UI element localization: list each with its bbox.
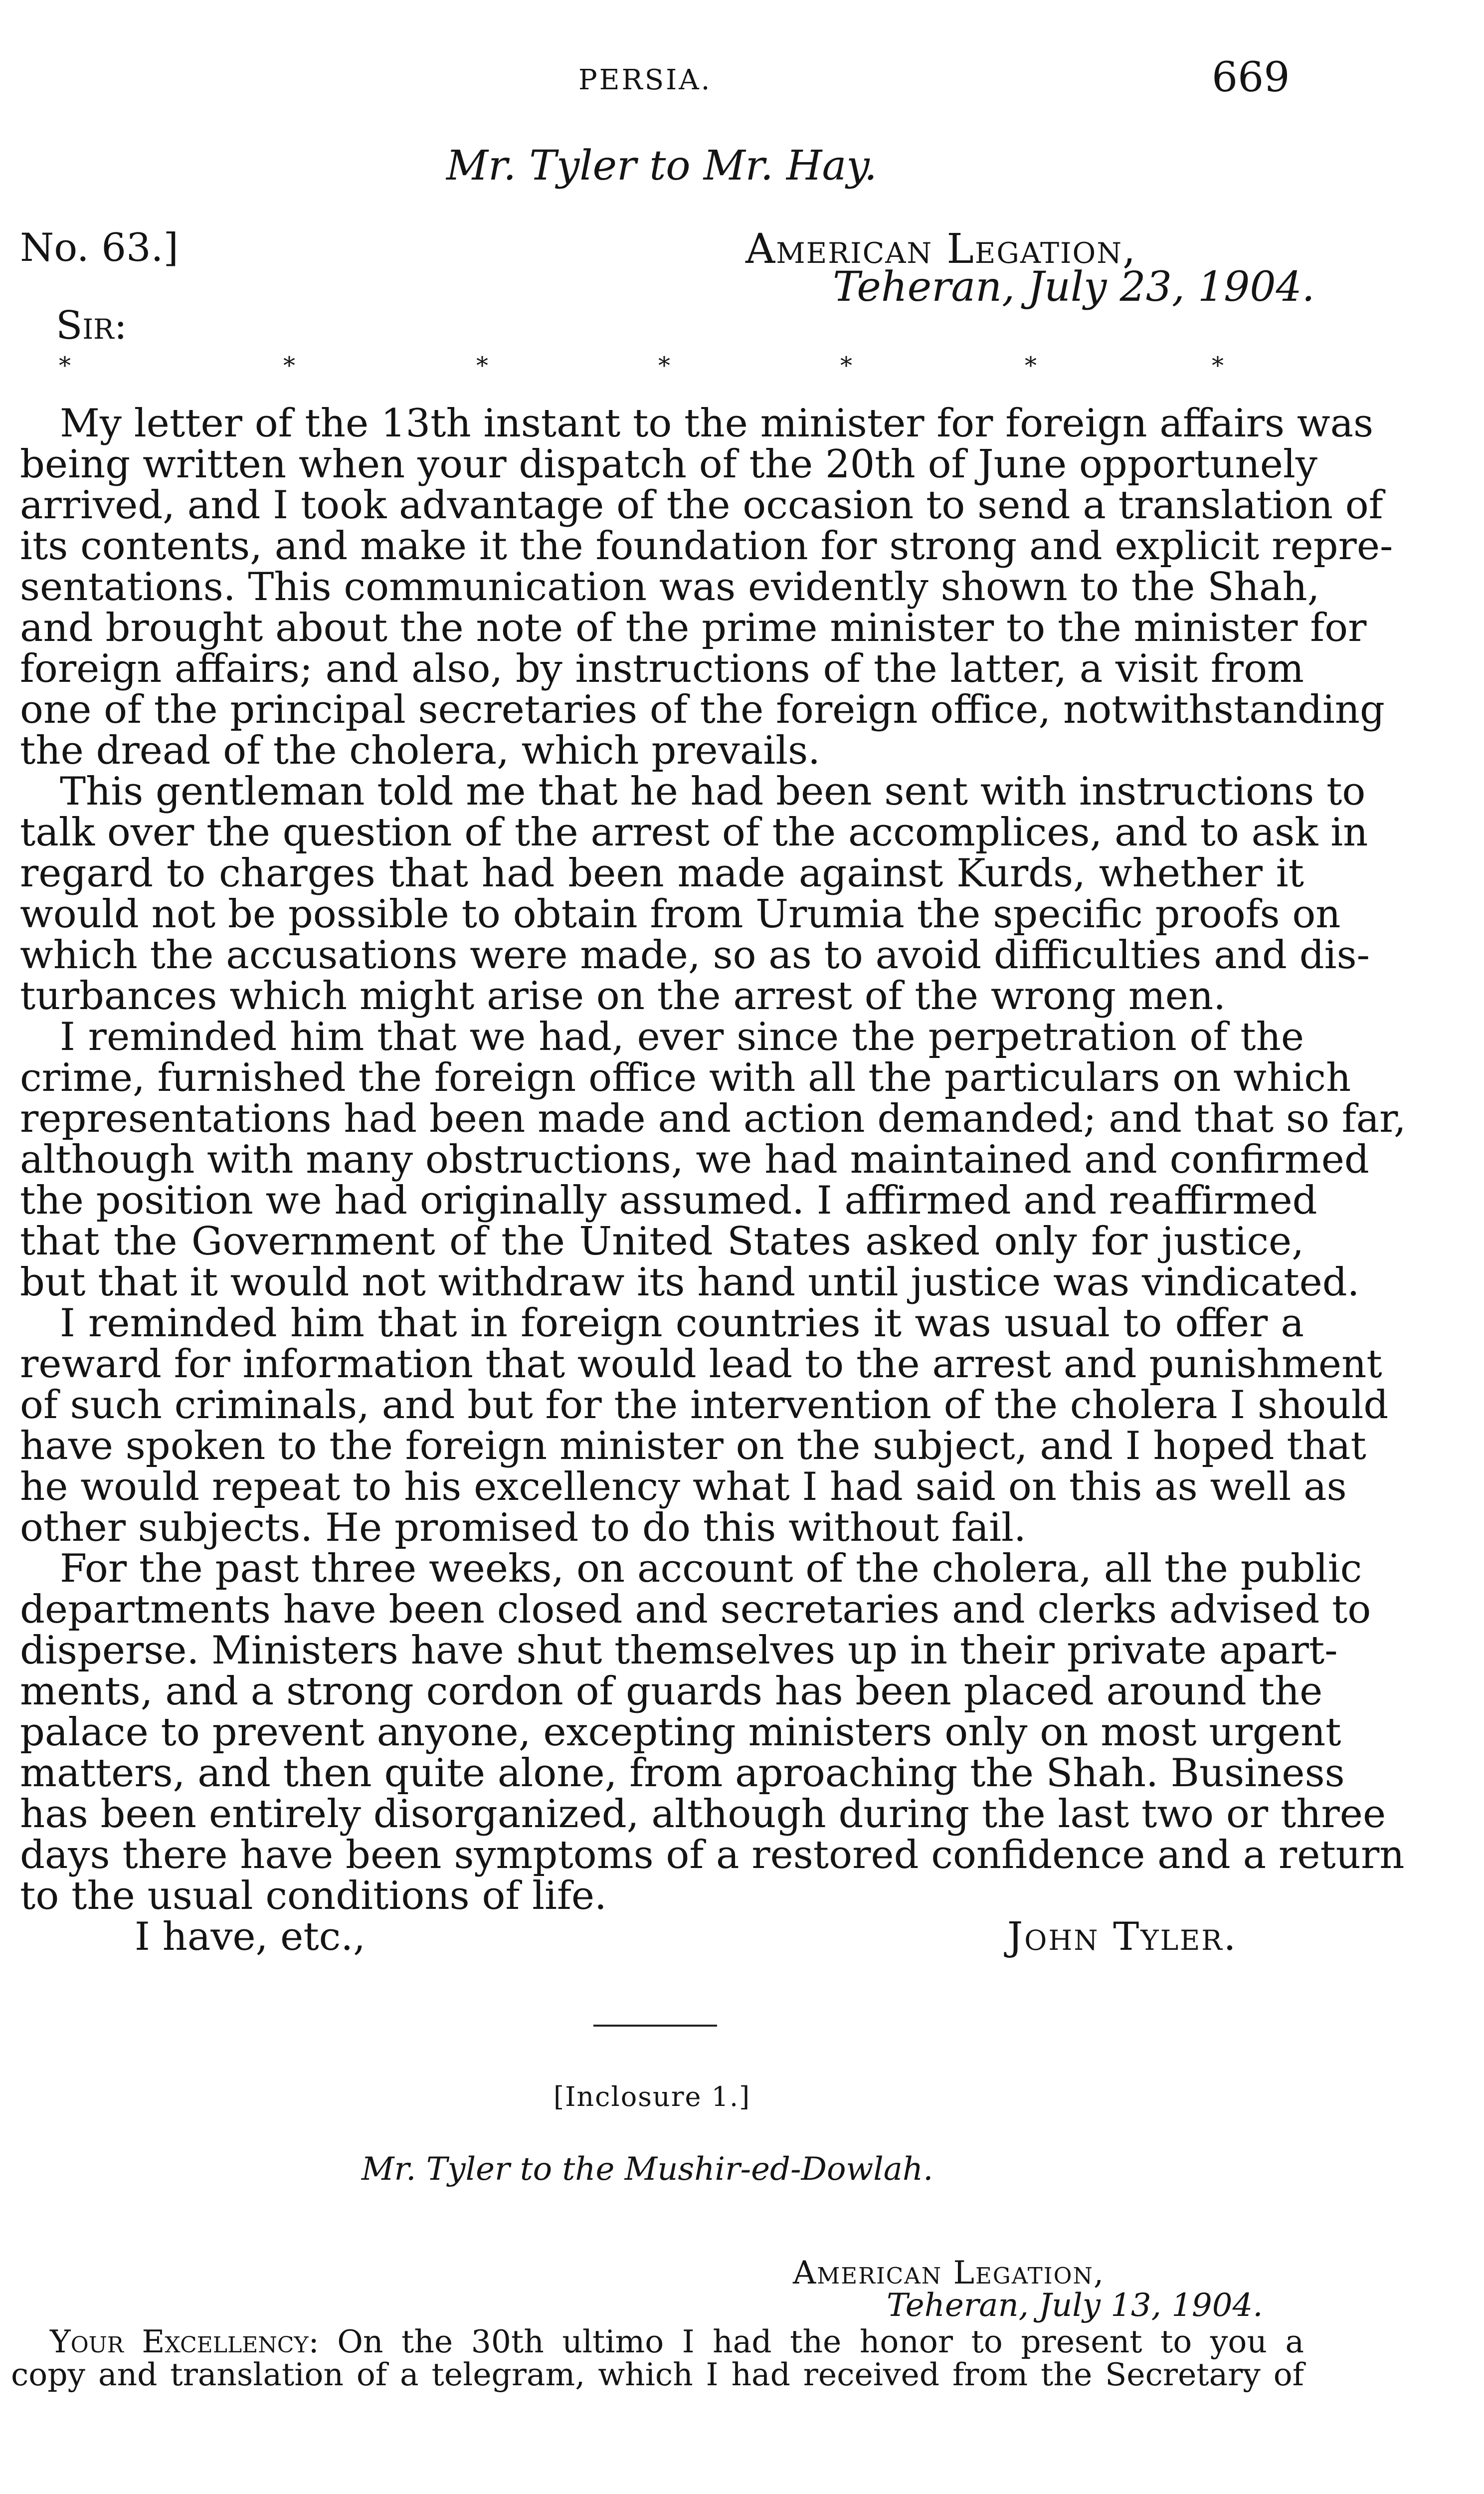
text-line: My letter of the 13th instant to the minister for foreign affairs was — [60, 401, 1374, 446]
text-line: sentations. This communication was evidently shown to the Shah, — [20, 565, 1320, 610]
text-line: other subjects. He promised to do this without fail. — [20, 1505, 1026, 1550]
text-line: palace to prevent anyone, excepting ministers only on most urgent — [20, 1710, 1341, 1755]
text-line: has been entirely disorganized, although during the last two or three — [20, 1792, 1386, 1837]
inclosure-line-2: copy and translation of a telegram, which I had received from the Secretary of — [11, 2356, 1304, 2393]
asterisk: * — [283, 352, 295, 380]
text-line: This gentleman told me that he had been sent with instructions to — [60, 769, 1366, 814]
text-line: but that it would not withdraw its hand until justice was vindicated. — [20, 1260, 1360, 1305]
page-number: 669 — [1212, 54, 1290, 101]
text-line: although with many obstructions, we had maintained and confirmed — [20, 1137, 1369, 1182]
text-line: ments, and a strong cordon of guards has been placed around the — [20, 1669, 1323, 1714]
text-line: which the accusations were made, so as to avoid difficulties and dis- — [20, 933, 1370, 978]
text-line: arrived, and I took advantage of the occasion to send a translation of — [20, 483, 1383, 528]
text-line: the dread of the cholera, which prevails. — [20, 728, 820, 773]
letter-origin: American Legation, — [745, 225, 1137, 273]
text-line: its contents, and make it the foundation for strong and explicit repre- — [20, 524, 1393, 569]
letter-title: Mr. Tyler to Mr. Hay. — [446, 142, 877, 190]
text-line: departments have been closed and secretaries and clerks advised to — [20, 1587, 1371, 1632]
text-line: to the usual conditions of life. — [20, 1873, 607, 1918]
section-divider — [593, 2025, 717, 2027]
text-line: regard to charges that had been made against Kurds, whether it — [20, 851, 1304, 896]
text-line: representations had been made and action demanded; and that so far, — [20, 1096, 1406, 1141]
text-line: being written when your dispatch of the 20th of June opportunely — [20, 442, 1317, 487]
inclosure-origin: American Legation, — [793, 2255, 1105, 2291]
text-line: that the Government of the United States asked only for justice, — [20, 1219, 1304, 1264]
text-line: turbances which might arise on the arrest of the wrong men. — [20, 974, 1226, 1019]
inclosure-place-date: Teheran, July 13, 1904. — [887, 2287, 1263, 2324]
text-line: and brought about the note of the prime minister to the minister for — [20, 606, 1367, 650]
asterisk: * — [1025, 352, 1037, 380]
inclosure-line-1 — [50, 2325, 1304, 2358]
text-line: crime, furnished the foreign office with all the particulars on which — [20, 1055, 1351, 1100]
text-line: days there have been symptoms of a restored confidence and a return — [20, 1833, 1405, 1877]
omission-stars — [0, 352, 1484, 382]
text-line: talk over the question of the arrest of the accomplices, and to ask in — [20, 810, 1368, 855]
text-line: On the 30th ultimo I had the honor to present to you a — [337, 2323, 1304, 2360]
text-line: of such criminals, and but for the intervention of the cholera I should — [20, 1383, 1389, 1428]
text-line: have spoken to the foreign minister on the subject, and I hoped that — [20, 1424, 1366, 1468]
inclosure-label: [Inclosure 1.] — [554, 2081, 751, 2112]
text-line: would not be possible to obtain from Urumia the specific proofs on — [20, 892, 1341, 937]
letter-number: No. 63.] — [20, 225, 179, 270]
salutation: Sir: — [56, 303, 127, 348]
closing: I have, etc., — [135, 1914, 366, 1959]
text-line: the position we had originally assumed. I affirmed and reaffirmed — [20, 1178, 1317, 1223]
text-line: one of the principal secretaries of the foreign office, notwithstanding — [20, 687, 1385, 732]
letter-place-date: Teheran, July 23, 1904. — [833, 263, 1315, 311]
asterisk: * — [59, 352, 71, 380]
text-line: reward for information that would lead to the arrest and punishment — [20, 1342, 1382, 1387]
text-line: I reminded him that we had, ever since the perpetration of the — [60, 1015, 1304, 1059]
asterisk: * — [658, 352, 670, 380]
inclosure-title: Mr. Tyler to the Mushir-ed-Dowlah. — [362, 2151, 933, 2188]
asterisk: * — [476, 352, 488, 380]
running-title: PERSIA. — [578, 64, 712, 96]
asterisk: * — [1212, 352, 1224, 380]
text-line: foreign affairs; and also, by instructions of the latter, a visit from — [20, 646, 1304, 691]
signature: John Tyler. — [1007, 1914, 1238, 1959]
text-line: he would repeat to his excellency what I had said on this as well as — [20, 1464, 1347, 1509]
text-line: For the past three weeks, on account of the cholera, all the public — [60, 1546, 1362, 1591]
asterisk: * — [840, 352, 852, 380]
text-line: matters, and then quite alone, from aproaching the Shah. Business — [20, 1751, 1345, 1796]
text-line: I reminded him that in foreign countries it was usual to offer a — [60, 1301, 1304, 1346]
inclosure-salutation: Your Excellency: — [50, 2323, 319, 2360]
text-line: disperse. Ministers have shut themselves up in their private apart- — [20, 1628, 1338, 1673]
